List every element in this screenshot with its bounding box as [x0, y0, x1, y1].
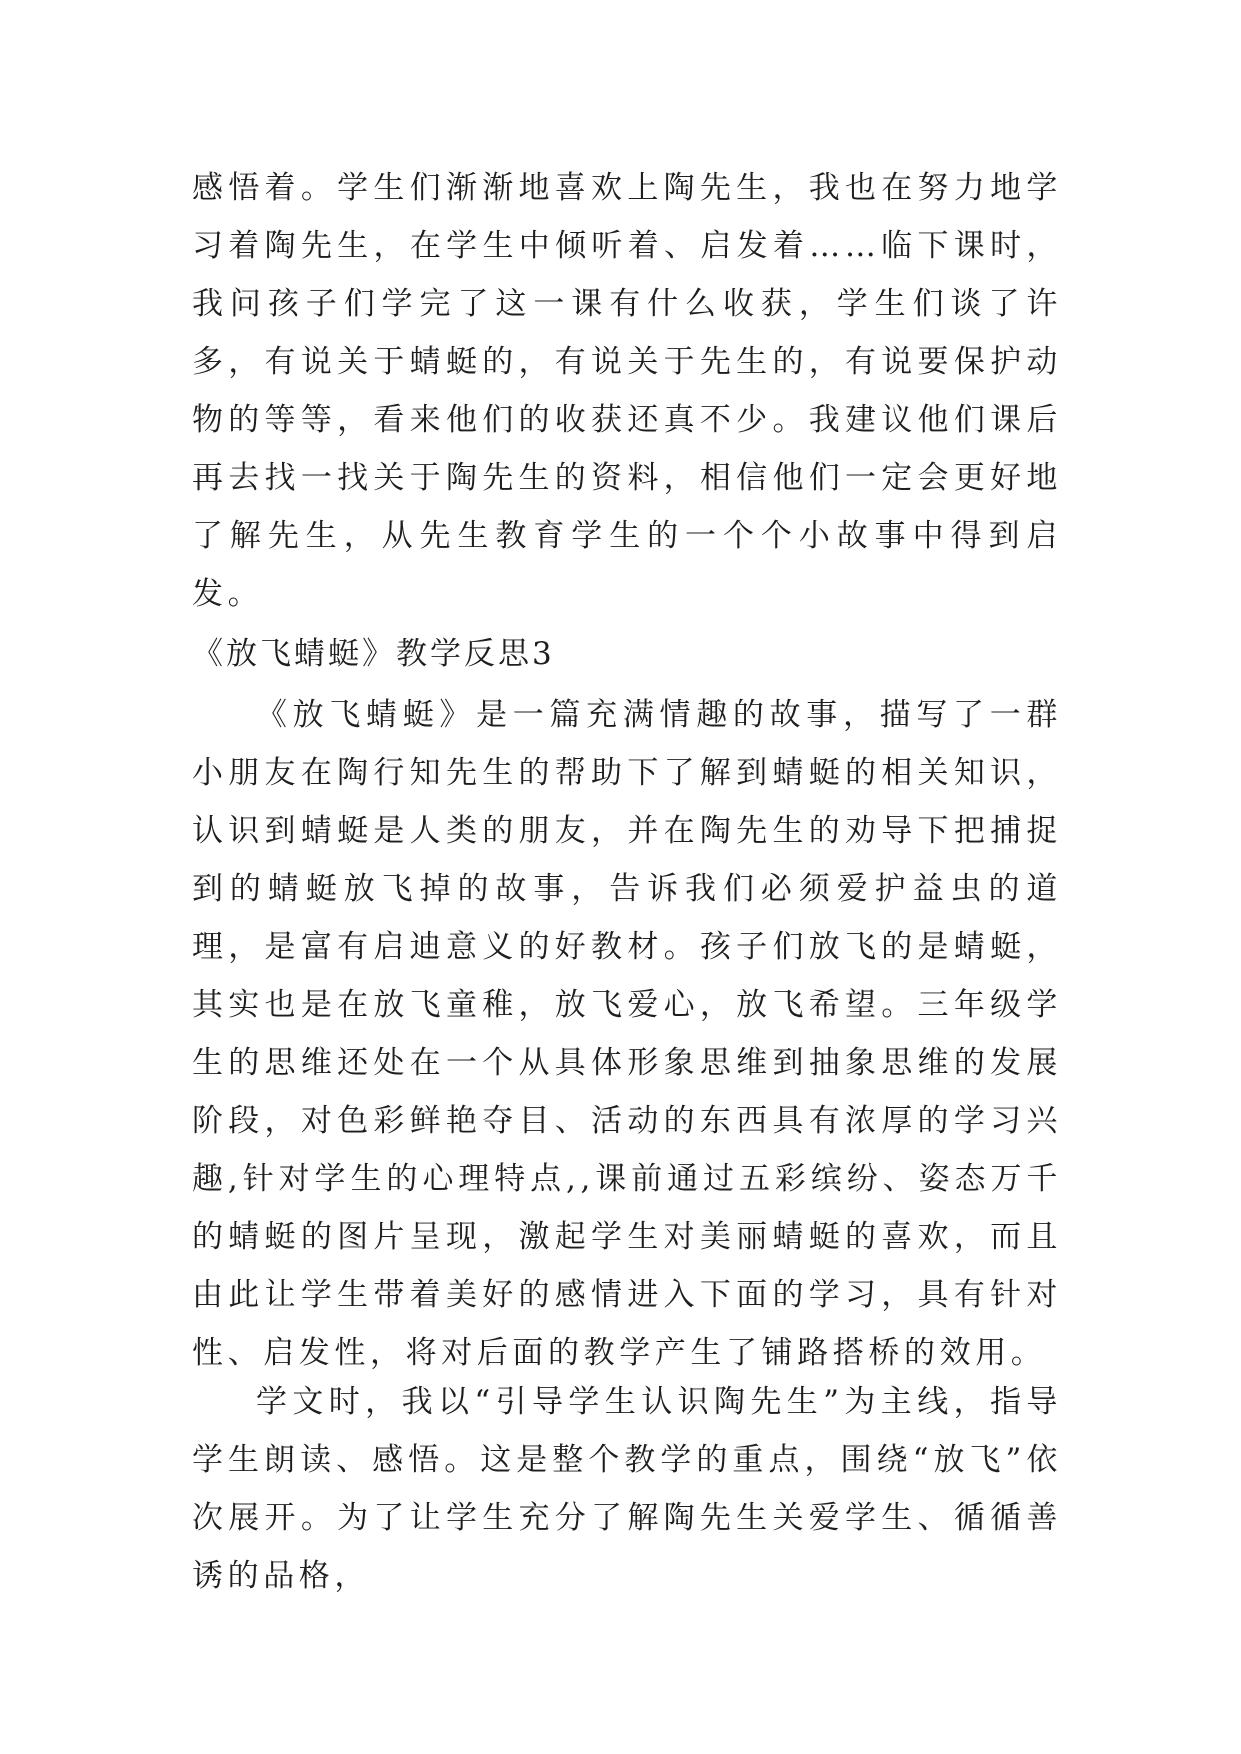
continued-paragraph-block	[192, 159, 1062, 623]
paragraph-2-block	[192, 686, 1062, 1382]
section-heading: 《放飞蜻蜓》教学反思3	[192, 636, 555, 672]
paragraph-3: 学文时，我以“引导学生认识陶先生”为主线，指导学生朗读、感悟。这是整个教学的重点，围绕“放飞”依次展开。为了让学生充分了解陶先生关爱学生、循循善诱的品格，	[192, 1384, 1062, 1594]
paragraph-2: 《放飞蜻蜓》是一篇充满情趣的故事，描写了一群小朋友在陶行知先生的帮助下了解到蜻蜓的相关知识，认识到蜻蜓是人类的朋友，并在陶先生的劝导下把捕捉到的蜻蜓放飞掉的故事，告诉我们必须爱护益虫的道理，是富有启迪意义的好教材。孩子们放飞的是蜻蜓，其实也是在放飞童稚，放飞爱心，放飞希望。三年级学生的思维还处在一个从具体形象思维到抽象思维的发展阶段，对色彩鲜艳夺目、活动的东西具有浓厚的学习兴趣,针对学生的心理特点,,课前通过五彩缤纷、姿态万千的蜻蜓的图片呈现，激起学生对美丽蜻蜓的喜欢，而且由此让学生带着美好的感情进入下面的学习，具有针对性、启发性，将对后面的教学产生了铺路搭桥的效用。	[192, 697, 1062, 1371]
paragraph-3-block	[192, 1373, 1062, 1605]
continued-paragraph: 感悟着。学生们渐渐地喜欢上陶先生，我也在努力地学习着陶先生，在学生中倾听着、启发着……临下课时，我问孩子们学完了这一课有什么收获，学生们谈了许多，有说关于蜻蜓的，有说关于先生的，有说要保护动物的等等，看来他们的收获还真不少。我建议他们课后再去找一找关于陶先生的资料，相信他们一定会更好地了解先生，从先生教育学生的一个个小故事中得到启发。	[192, 170, 1062, 612]
